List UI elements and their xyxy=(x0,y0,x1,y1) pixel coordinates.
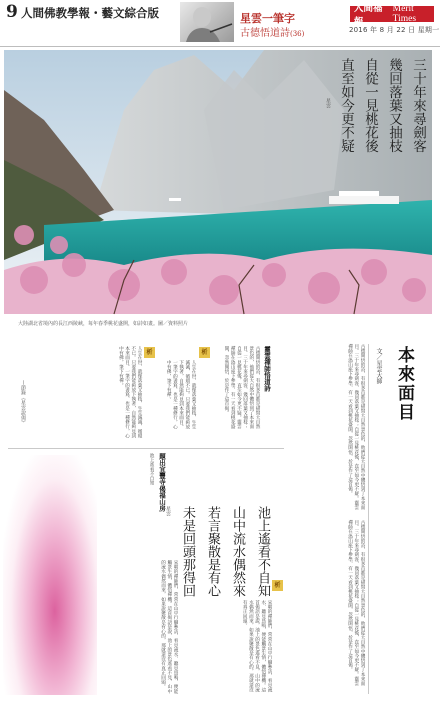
page-number: 9 xyxy=(6,2,18,22)
photo-caption: 大陸湖北省境內的長江西陵峽，每年春季桃花盛開，如詩如畫。圖／資料照片 xyxy=(18,321,189,327)
author-portrait xyxy=(180,2,234,42)
column-subtitle xyxy=(240,24,304,39)
article-body-1: 古德開悟的詩，有很多首都是描寫大自然景色的，他們從大自然中體悟到了本來面目。三十年來尋劍客，幾回落葉又抽枝；自從一見桃花後，直至如今更不疑。靈雲禪師在溈山座下參學，有一天看到桃花盛開，忽然開悟，於是作了這首偈。 xyxy=(347,344,365,510)
article-headline: 本來面目 xyxy=(394,346,414,422)
article-author: 文／星雲大師 xyxy=(375,348,382,384)
poem-explanation-1b: 人生在世，就像落葉又抽枝，生生滅滅，循環不已。只要我們能夠放下執著，自然能夠見到本來面目。一筆字的書寫，也是一種修行，心中有佛，筆下有禪。 xyxy=(166,360,196,429)
tag-2: 析 xyxy=(144,347,155,358)
column-subtitle-text: 古德悟道詩 xyxy=(240,28,290,39)
poem-explanation-1: 古德開悟的詩，有很多首都是描寫大自然景色的，他們從大自然中體悟到了本來面目。三十年來尋劍客，幾回落葉又抽枝；自從一見桃花後，直至如今更不疑。靈雲禪師在溈山座下參學，有一天看到桃花盛開，忽然開悟，於是作了這首偈。 xyxy=(223,346,260,429)
subhead-lingyun: 靈雲禪師悟道詩 xyxy=(263,346,271,392)
poem-line-2: 山中流水偶然來 xyxy=(230,506,245,597)
poem-small-print: 池上遙看不自知 xyxy=(149,453,154,486)
column-index: (36) xyxy=(290,30,305,38)
calligraphy-line-2: 幾回落葉又抽枝 xyxy=(386,58,402,153)
poem-signature: 星雲 xyxy=(165,506,171,516)
calligraphy-line-3: 自從一見桃花後 xyxy=(362,58,378,153)
calligraphy-signature: 星雲 xyxy=(325,98,331,108)
horizontal-divider xyxy=(8,448,284,449)
tag-3: 析 xyxy=(272,580,283,591)
article-body-2b: 宋朝的禪師們，常常在山中行腳參訪，看見流水、聽見鳥鳴，便能觸景生情，體悟禪機。這首偈語是說，池上的景色遙看不見，山中的流水偶然而來，如果說聚散是有心的，那就還沒有真正回頭。 xyxy=(160,560,178,694)
article-body-2: 宋朝的禪師們，常常在山中行腳參訪，看見流水、聽見鳥鳴，便能觸景生情，體悟禪機。這首偈語是說，池上的景色遙看不見，山中的流水偶然而來，如果說聚散是有心的，那就還沒有真正回頭。 xyxy=(242,600,272,692)
logo-chinese: 人間福報 xyxy=(354,3,383,28)
poem-line-3: 若言聚散是有心 xyxy=(205,506,220,597)
logo-english: Merit Times xyxy=(392,4,417,24)
masthead xyxy=(0,0,440,47)
landscape-photo xyxy=(4,50,432,314)
newspaper-logo xyxy=(350,3,434,28)
calligraphy-line-4: 直至如今更不疑 xyxy=(338,58,354,153)
column-title: 星雲一筆字 xyxy=(240,12,295,25)
poem-line-1: 池上遙看不自知 xyxy=(255,506,270,597)
section-title: 人間佛教學報・藝文綜合版 xyxy=(21,6,159,20)
photo-calligraphy xyxy=(304,58,428,218)
tag-1: 析 xyxy=(199,347,210,358)
subhead-yifeng: 題出宜豐寺偈福山房 xyxy=(158,453,166,512)
calligraphy-line-1: 三十年來尋劍客 xyxy=(410,58,426,153)
issue-date: 2016 年 8 月 22 日 星期一 xyxy=(349,26,440,34)
poem-line-4: 未是回頭那得回 xyxy=(180,506,195,597)
column-divider xyxy=(368,344,369,694)
article-body-3: 人生在世，就像落葉又抽枝，生生滅滅，循環不已。只要我們能夠放下執著，自然能夠見到本來面目。一筆字的書寫，也是一種修行，心中有佛，筆下有禪。 xyxy=(118,346,142,438)
article-body-1b: 古德開悟的詩，有很多首都是描寫大自然景色的，他們從大自然中體悟到了本來面目。三十年來尋劍客，幾回落葉又抽枝；自從一見桃花後，直至如今更不疑。靈雲禪師在溈山座下參學，有一天看到桃花盛開，忽然開悟，於是作了這首偈。 xyxy=(347,520,365,686)
pink-watercolor xyxy=(3,455,97,695)
article-credit: —節錄《星雲說偈》 xyxy=(20,380,26,425)
